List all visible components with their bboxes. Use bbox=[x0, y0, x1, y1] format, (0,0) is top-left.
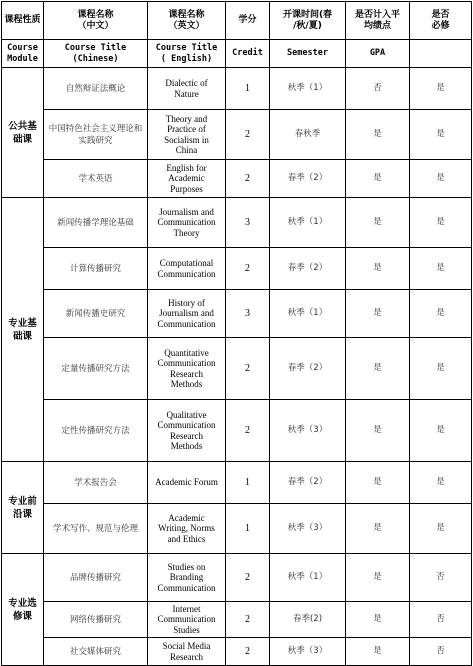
gpa-value: 是 bbox=[346, 248, 410, 290]
course-title-cn: 新闻传播史研究 bbox=[44, 290, 148, 338]
course-title-cn: 自然辩证法概论 bbox=[44, 68, 148, 110]
course-title-en: English for Academic Purposes bbox=[148, 160, 226, 198]
course-title-cn: 学术报告会 bbox=[44, 462, 148, 504]
category-professional-basic: 专业基础课 bbox=[2, 198, 44, 462]
header-row bbox=[2, 2, 472, 40]
table-row bbox=[2, 638, 472, 666]
header-row-english bbox=[2, 40, 472, 68]
gpa-value: 是 bbox=[346, 198, 410, 248]
course-title-cn: 定性传播研究方法 bbox=[44, 400, 148, 462]
header-required: 是否 必修 bbox=[410, 2, 472, 40]
gpa-value: 是 bbox=[346, 160, 410, 198]
required-value: 否 bbox=[410, 554, 472, 602]
required-value: 否 bbox=[410, 602, 472, 638]
credit-value: 3 bbox=[226, 198, 270, 248]
credit-value: 1 bbox=[226, 462, 270, 504]
table-row bbox=[2, 554, 472, 602]
gpa-value: 是 bbox=[346, 504, 410, 554]
header-semester: 开课时间(春 /秋/夏) bbox=[270, 2, 346, 40]
table-row bbox=[2, 602, 472, 638]
header-required-en bbox=[410, 40, 472, 68]
required-value: 是 bbox=[410, 110, 472, 160]
semester-value: 秋季（3） bbox=[270, 638, 346, 666]
category-professional-elective: 专业选修课 bbox=[2, 554, 44, 666]
table-row bbox=[2, 504, 472, 554]
course-title-en: Academic Writing, Norms and Ethics bbox=[148, 504, 226, 554]
gpa-value: 是 bbox=[346, 554, 410, 602]
course-title-en: Computational Communication bbox=[148, 248, 226, 290]
table-row bbox=[2, 68, 472, 110]
required-value: 是 bbox=[410, 462, 472, 504]
header-credit-en: Credit bbox=[226, 40, 270, 68]
course-title-en: Studies on Branding Communication bbox=[148, 554, 226, 602]
credit-value: 3 bbox=[226, 290, 270, 338]
gpa-value: 是 bbox=[346, 338, 410, 400]
course-title-cn: 计算传播研究 bbox=[44, 248, 148, 290]
credit-value: 2 bbox=[226, 638, 270, 666]
course-title-cn: 中国特色社会主义理论和实践研究 bbox=[44, 110, 148, 160]
course-title-cn: 学术写作、规范与伦理 bbox=[44, 504, 148, 554]
header-gpa-en: GPA bbox=[346, 40, 410, 68]
credit-value: 1 bbox=[226, 68, 270, 110]
required-value: 是 bbox=[410, 68, 472, 110]
credit-value: 1 bbox=[226, 504, 270, 554]
table-row bbox=[2, 248, 472, 290]
table-row bbox=[2, 110, 472, 160]
required-value: 是 bbox=[410, 338, 472, 400]
gpa-value: 是 bbox=[346, 110, 410, 160]
semester-value: 秋季（3） bbox=[270, 504, 346, 554]
semester-value: 秋季（1） bbox=[270, 554, 346, 602]
semester-value: 春秋季 bbox=[270, 110, 346, 160]
header-semester-en: Semester bbox=[270, 40, 346, 68]
semester-value: 春季（2） bbox=[270, 248, 346, 290]
semester-value: 春季（2） bbox=[270, 338, 346, 400]
credit-value: 2 bbox=[226, 160, 270, 198]
credit-value: 2 bbox=[226, 602, 270, 638]
required-value: 是 bbox=[410, 198, 472, 248]
semester-value: 春季（2） bbox=[270, 160, 346, 198]
course-title-cn: 社交媒体研究 bbox=[44, 638, 148, 666]
course-title-cn: 新闻传播学理论基础 bbox=[44, 198, 148, 248]
course-title-en: Qualitative Communication Research Methods bbox=[148, 400, 226, 462]
course-title-cn: 网络传播研究 bbox=[44, 602, 148, 638]
table-row bbox=[2, 290, 472, 338]
course-title-en: Social Media Research bbox=[148, 638, 226, 666]
required-value: 是 bbox=[410, 160, 472, 198]
course-title-en: Internet Communication Studies bbox=[148, 602, 226, 638]
credit-value: 2 bbox=[226, 400, 270, 462]
semester-value: 秋季（1） bbox=[270, 198, 346, 248]
course-title-cn: 定量传播研究方法 bbox=[44, 338, 148, 400]
course-title-en: Dialectic of Nature bbox=[148, 68, 226, 110]
header-title-en: 课程名称 （英文） bbox=[148, 2, 226, 40]
semester-value: 秋季（3） bbox=[270, 400, 346, 462]
header-course-module: Course Module bbox=[2, 40, 44, 68]
gpa-value: 是 bbox=[346, 400, 410, 462]
header-course-type: 课程性质 bbox=[2, 2, 44, 40]
gpa-value: 是 bbox=[346, 290, 410, 338]
course-title-cn: 学术英语 bbox=[44, 160, 148, 198]
category-professional-frontier: 专业前沿课 bbox=[2, 462, 44, 554]
required-value: 是 bbox=[410, 400, 472, 462]
table-row bbox=[2, 160, 472, 198]
required-value: 是 bbox=[410, 504, 472, 554]
gpa-value: 是 bbox=[346, 462, 410, 504]
semester-value: 秋季（1） bbox=[270, 290, 346, 338]
credit-value: 2 bbox=[226, 110, 270, 160]
header-gpa: 是否计入平 均绩点 bbox=[346, 2, 410, 40]
course-title-cn: 品牌传播研究 bbox=[44, 554, 148, 602]
credit-value: 2 bbox=[226, 554, 270, 602]
course-title-en: History of Journalism and Communication bbox=[148, 290, 226, 338]
category-public-basic: 公共基础课 bbox=[2, 68, 44, 198]
required-value: 是 bbox=[410, 248, 472, 290]
gpa-value: 是 bbox=[346, 638, 410, 666]
table-row bbox=[2, 462, 472, 504]
course-title-en: Quantitative Communication Research Methods bbox=[148, 338, 226, 400]
table-row bbox=[2, 400, 472, 462]
table-row bbox=[2, 338, 472, 400]
course-title-en: Theory and Practice of Socialism in China bbox=[148, 110, 226, 160]
semester-value: 春季（2） bbox=[270, 462, 346, 504]
header-course-title-english: Course Title ( English) bbox=[148, 40, 226, 68]
header-course-title-chinese: Course Title (Chinese) bbox=[44, 40, 148, 68]
credit-value: 2 bbox=[226, 248, 270, 290]
course-title-en: Journalism and Communication Theory bbox=[148, 198, 226, 248]
table-row bbox=[2, 198, 472, 248]
course-title-en: Academic Forum bbox=[148, 462, 226, 504]
required-value: 是 bbox=[410, 290, 472, 338]
semester-value: 秋季（1） bbox=[270, 68, 346, 110]
header-title-cn: 课程名称 （中文） bbox=[44, 2, 148, 40]
required-value: 否 bbox=[410, 638, 472, 666]
credit-value: 2 bbox=[226, 338, 270, 400]
header-credit: 学分 bbox=[226, 2, 270, 40]
semester-value: 春季(2) bbox=[270, 602, 346, 638]
gpa-value: 否 bbox=[346, 68, 410, 110]
course-table bbox=[1, 1, 472, 666]
gpa-value: 是 bbox=[346, 602, 410, 638]
